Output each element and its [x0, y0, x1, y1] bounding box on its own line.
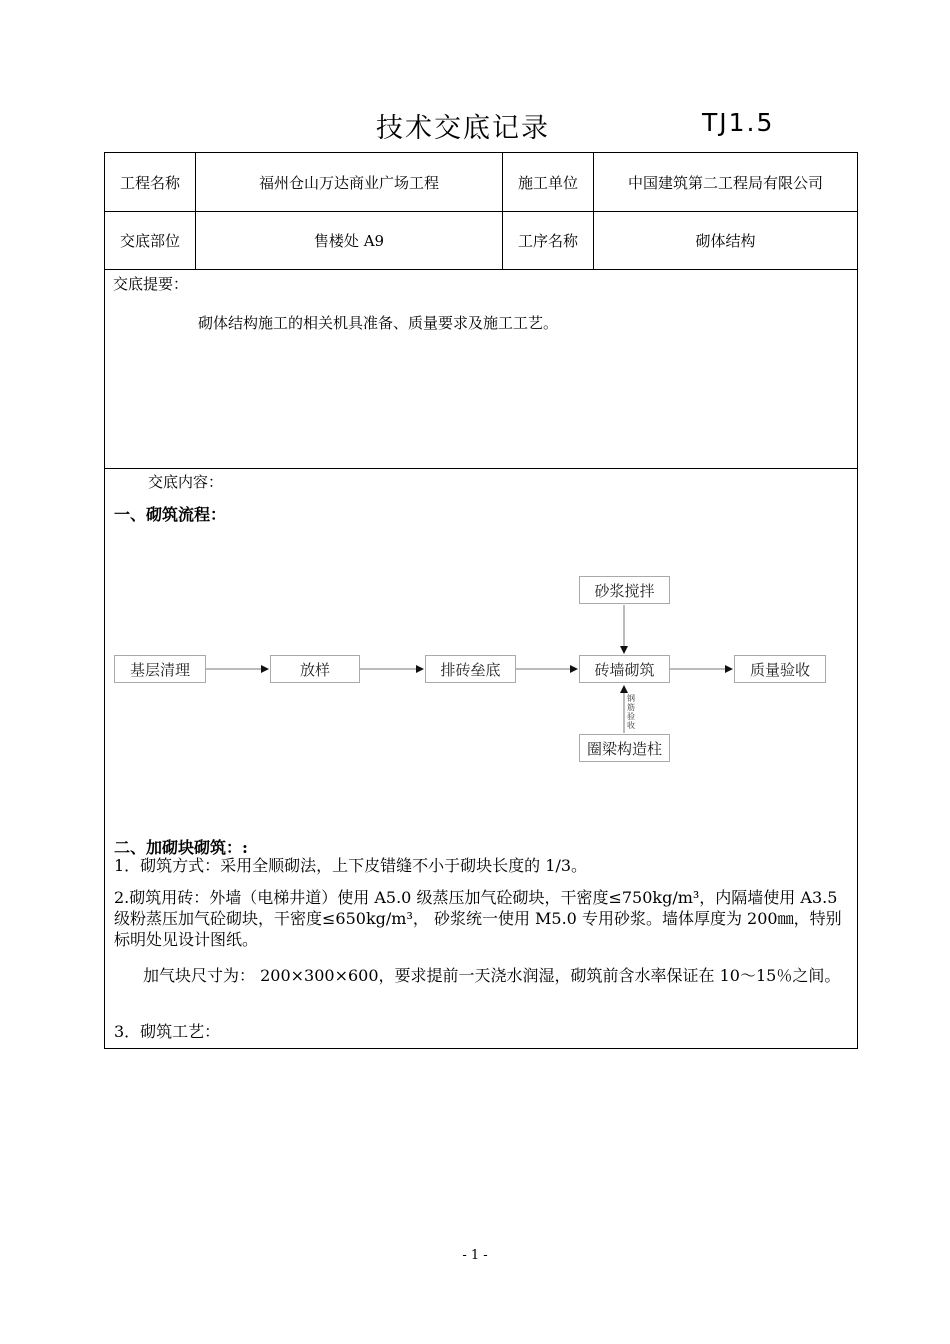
summary-label: 交底提要：: [113, 275, 189, 293]
project-name-label: 工程名称: [119, 173, 180, 192]
document-code: TJ1.5: [702, 108, 775, 137]
project-name-value: 福州仓山万达商业广场工程: [258, 173, 439, 192]
section2-title: 二、加砌块砌筑：:: [114, 838, 248, 857]
item3-text: 3．砌筑工艺：: [114, 1022, 221, 1041]
flow-step-quality-check: 质量验收: [734, 655, 826, 683]
flow-input-mortar-mixing: 砂浆搅拌: [579, 576, 670, 604]
process-value: 砌体结构: [695, 232, 756, 250]
page-number: - 1 -: [462, 1248, 488, 1263]
process-label: 工序名称: [517, 232, 578, 250]
location-value: 售楼处 A9: [313, 232, 385, 250]
flow-step-brick-base: 排砖垒底: [425, 655, 516, 683]
item2-note: 加气块尺寸为： 200×300×600，要求提前一天浇水润湿，砌筑前含水率保证在 10～15％之间。: [143, 966, 841, 985]
contractor-label: 施工单位: [517, 173, 578, 192]
flow-step-layout: 放样: [270, 655, 360, 683]
summary-text: 砌体结构施工的相关机具准备、质量要求及施工工艺。: [198, 314, 559, 332]
document-title-bar: [0, 106, 950, 146]
section1-title: 一、砌筑流程：: [114, 505, 227, 524]
content-label: 交底内容：: [148, 473, 224, 491]
item2-text: 2.砌筑用砖：外墙（电梯井道）使用 A5.0 级蒸压加气砼砌块，干密度≤750kg/m³，内隔墙使用 A3.5 级粉蒸压加气砼砌块，干密度≤650kg/m³， 砂浆统一使用 M5.0 专用砂浆。墙体厚度为 200㎜，特别标明处见设计图纸。: [114, 888, 842, 949]
rebar-check-label: 钢筋验收: [627, 694, 635, 730]
record-frame: [104, 152, 858, 1049]
contractor-value: 中国建筑第二工程局有限公司: [627, 173, 823, 192]
document-title: 技术交底记录: [376, 113, 550, 144]
flow-input-ring-beam: 圈梁构造柱: [579, 734, 670, 762]
flow-step-base-cleaning: 基层清理: [114, 655, 206, 683]
flow-step-wall-masonry: 砖墙砌筑: [579, 655, 670, 683]
location-label: 交底部位: [119, 232, 180, 250]
item1-text: 1．砌筑方式：采用全顺砌法，上下皮错缝不小于砌块长度的 1/3。: [114, 856, 588, 875]
